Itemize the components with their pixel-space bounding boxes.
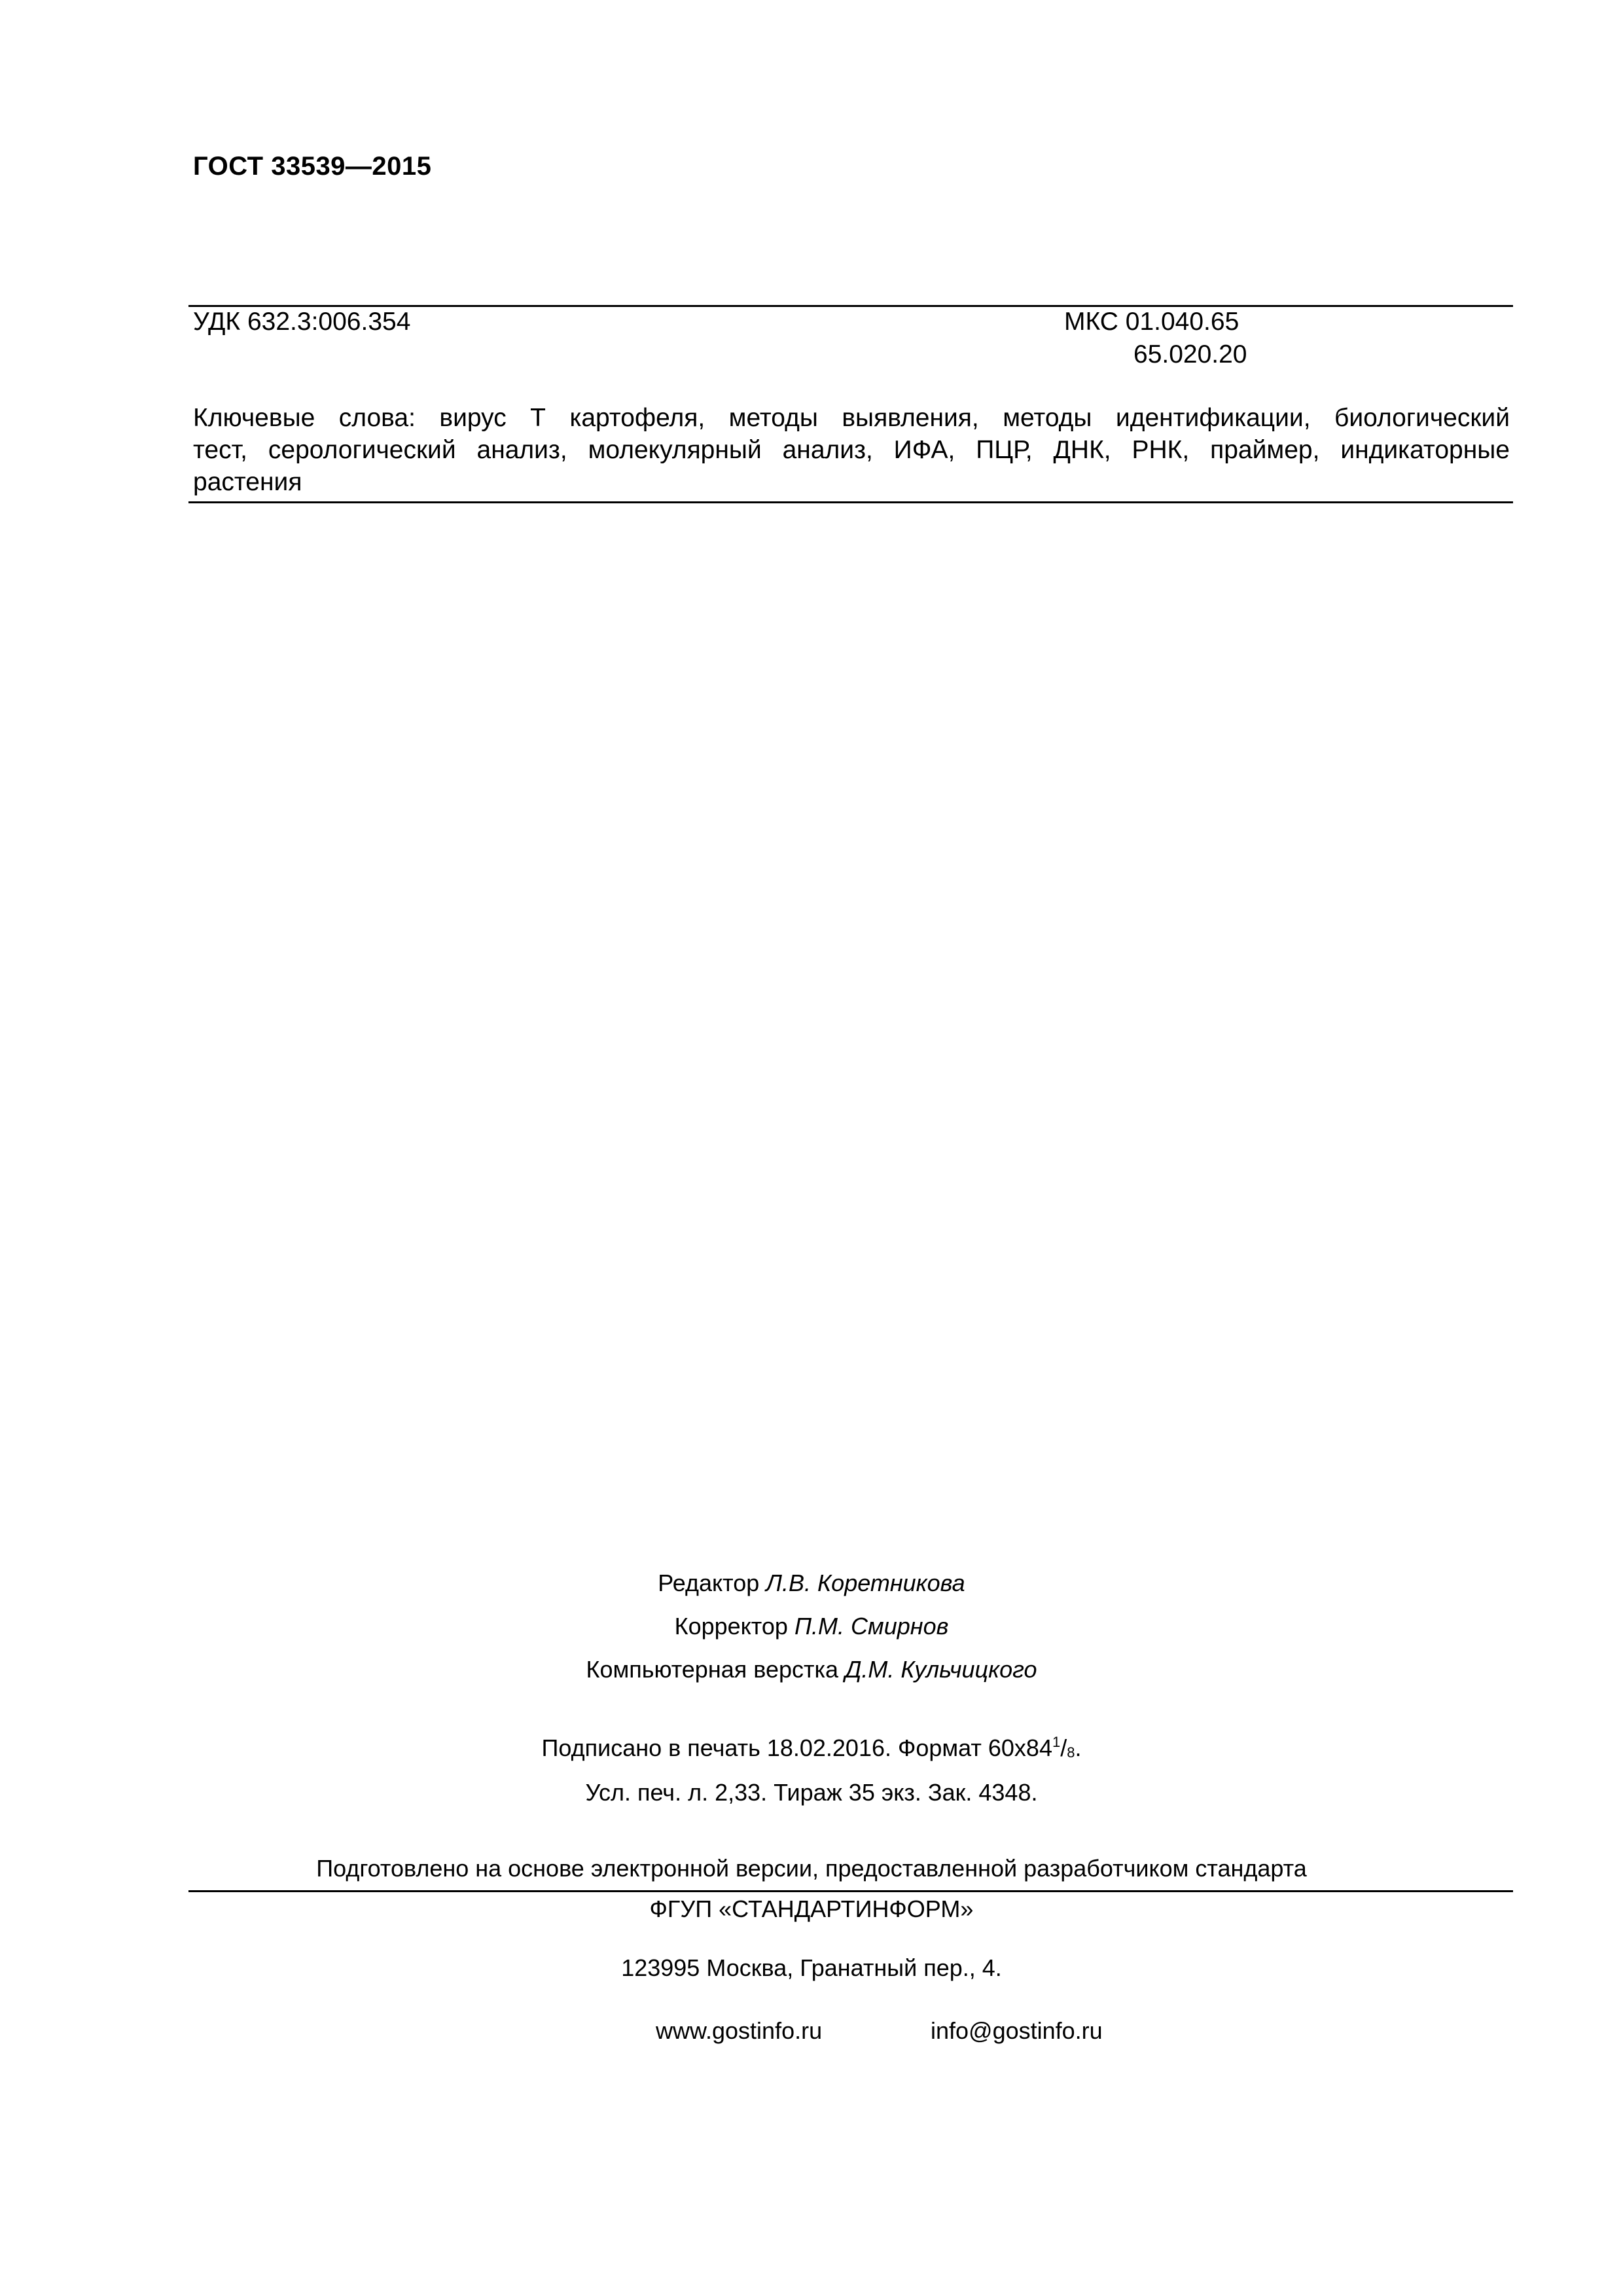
publisher-address: 123995 Москва, Гранатный пер., 4. <box>621 1954 1002 1981</box>
format-sub: 8 <box>1067 1744 1075 1761</box>
udk-code: УДК 632.3:006.354 <box>193 308 411 336</box>
proofreader-name: П.М. Смирнов <box>794 1613 949 1640</box>
editor-role: Редактор <box>658 1570 760 1596</box>
credit-editor <box>0 1570 1623 1597</box>
keywords-paragraph <box>193 402 1510 498</box>
format-end: . <box>1075 1734 1082 1761</box>
mks-code-line2: 65.020.20 <box>1133 340 1247 368</box>
keywords-line2: тест, серологический анализ, молекулярный анализ, ИФА, ПЦР, ДНК, РНК, праймер, индикаторные <box>193 436 1510 464</box>
publisher-name: ФГУП «СТАНДАРТИНФОРМ» <box>649 1895 974 1922</box>
credit-proofreader <box>0 1613 1623 1640</box>
format-sup: 1 <box>1052 1734 1061 1750</box>
layout-role: Компьютерная верстка <box>586 1656 839 1683</box>
print-signed: Подписано в печать 18.02.2016. Формат 60х84 <box>541 1734 1052 1761</box>
print-details: Усл. печ. л. 2,33. Тираж 35 экз. Зак. 4348. <box>585 1779 1038 1806</box>
top-divider <box>188 305 1513 307</box>
document-code: ГОСТ 33539—2015 <box>193 152 432 181</box>
format-sep: / <box>1060 1734 1067 1761</box>
proofreader-role: Корректор <box>674 1613 788 1640</box>
keywords-divider <box>188 501 1513 503</box>
mks-code-line1: МКС 01.040.65 <box>1064 308 1240 336</box>
credit-layout <box>0 1656 1623 1683</box>
editor-name: Л.В. Коретникова <box>766 1570 965 1596</box>
website-link[interactable]: www.gostinfo.ru <box>656 2017 823 2044</box>
layout-name: Д.М. Кульчицкого <box>845 1656 1037 1683</box>
publisher-divider <box>188 1890 1513 1892</box>
email-link[interactable]: info@gostinfo.ru <box>931 2017 1103 2044</box>
keywords-line3: растения <box>193 468 302 496</box>
prepared-note: Подготовлено на основе электронной версии, предоставленной разработчиком стандарта <box>316 1855 1307 1882</box>
print-signed-line <box>0 1734 1623 1762</box>
keywords-line1: Ключевые слова: вирус Т картофеля, методы выявления, методы идентификации, биологический <box>193 404 1510 432</box>
